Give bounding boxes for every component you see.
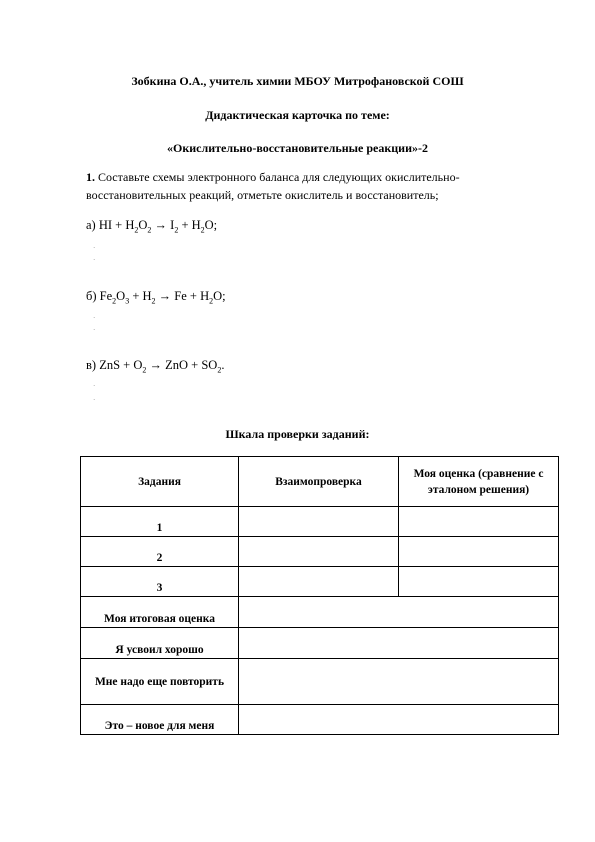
table-header-row — [81, 457, 559, 507]
summary-value-cell[interactable] — [239, 628, 559, 659]
summary-label: Это – новое для меня — [81, 705, 239, 735]
summary-row — [81, 628, 559, 659]
task-text: Составьте схемы электронного баланса для следующих окислительно-восстановительных реакций, отметьте окислитель и восстановитель; — [86, 170, 460, 202]
summary-value-cell[interactable] — [239, 705, 559, 735]
answer-marker: · — [93, 326, 96, 334]
peer-review-cell[interactable] — [239, 507, 399, 537]
task-number-cell: 1 — [81, 507, 239, 537]
card-title: Дидактическая карточка по теме: — [205, 108, 390, 122]
reaction-c: в) ZnS + $O_2$ → ZnO + $SO_2$. — [86, 358, 225, 375]
task-number: 1. — [86, 170, 95, 184]
author-line: Зобкина О.А., учитель химии МБОУ Митрофановской СОШ — [131, 74, 464, 88]
peer-review-cell[interactable] — [239, 567, 399, 597]
task-paragraph — [86, 168, 546, 204]
topic-title: «Окислительно-восстановительные реакции»-2 — [166, 141, 428, 155]
reaction-a: а) HI + $H_2O_2 \to I_2 + H_2O$; — [86, 218, 218, 235]
summary-value-cell[interactable] — [239, 659, 559, 705]
task-number-cell: 3 — [81, 567, 239, 597]
summary-value-cell[interactable] — [239, 597, 559, 628]
answer-marker: · — [93, 382, 96, 390]
summary-row — [81, 659, 559, 705]
reaction-b: б) $Fe_2O_3 + H_2 \to Fe + H_2O$; — [86, 289, 226, 306]
answer-marker: · — [93, 314, 96, 322]
header-peer-review: Взаимопроверка — [239, 457, 399, 507]
summary-label: Мне надо еще повторить — [81, 659, 239, 705]
summary-row — [81, 597, 559, 628]
summary-label: Моя итоговая оценка — [81, 597, 239, 628]
summary-row — [81, 705, 559, 735]
table-row — [81, 507, 559, 537]
scale-title: Шкала проверки заданий: — [225, 427, 370, 441]
self-score-cell[interactable] — [399, 507, 559, 537]
task-number-cell: 2 — [81, 537, 239, 567]
summary-label: Я усвоил хорошо — [81, 628, 239, 659]
table-row — [81, 537, 559, 567]
header-tasks: Задания — [81, 457, 239, 507]
self-score-cell[interactable] — [399, 567, 559, 597]
self-score-cell[interactable] — [399, 537, 559, 567]
header-self-score: Моя оценка (сравнение с эталоном решения) — [399, 457, 559, 507]
assessment-table — [80, 456, 559, 735]
answer-marker: · — [93, 244, 96, 252]
peer-review-cell[interactable] — [239, 537, 399, 567]
table-row — [81, 567, 559, 597]
answer-marker: · — [93, 256, 96, 264]
answer-marker: · — [93, 396, 96, 404]
